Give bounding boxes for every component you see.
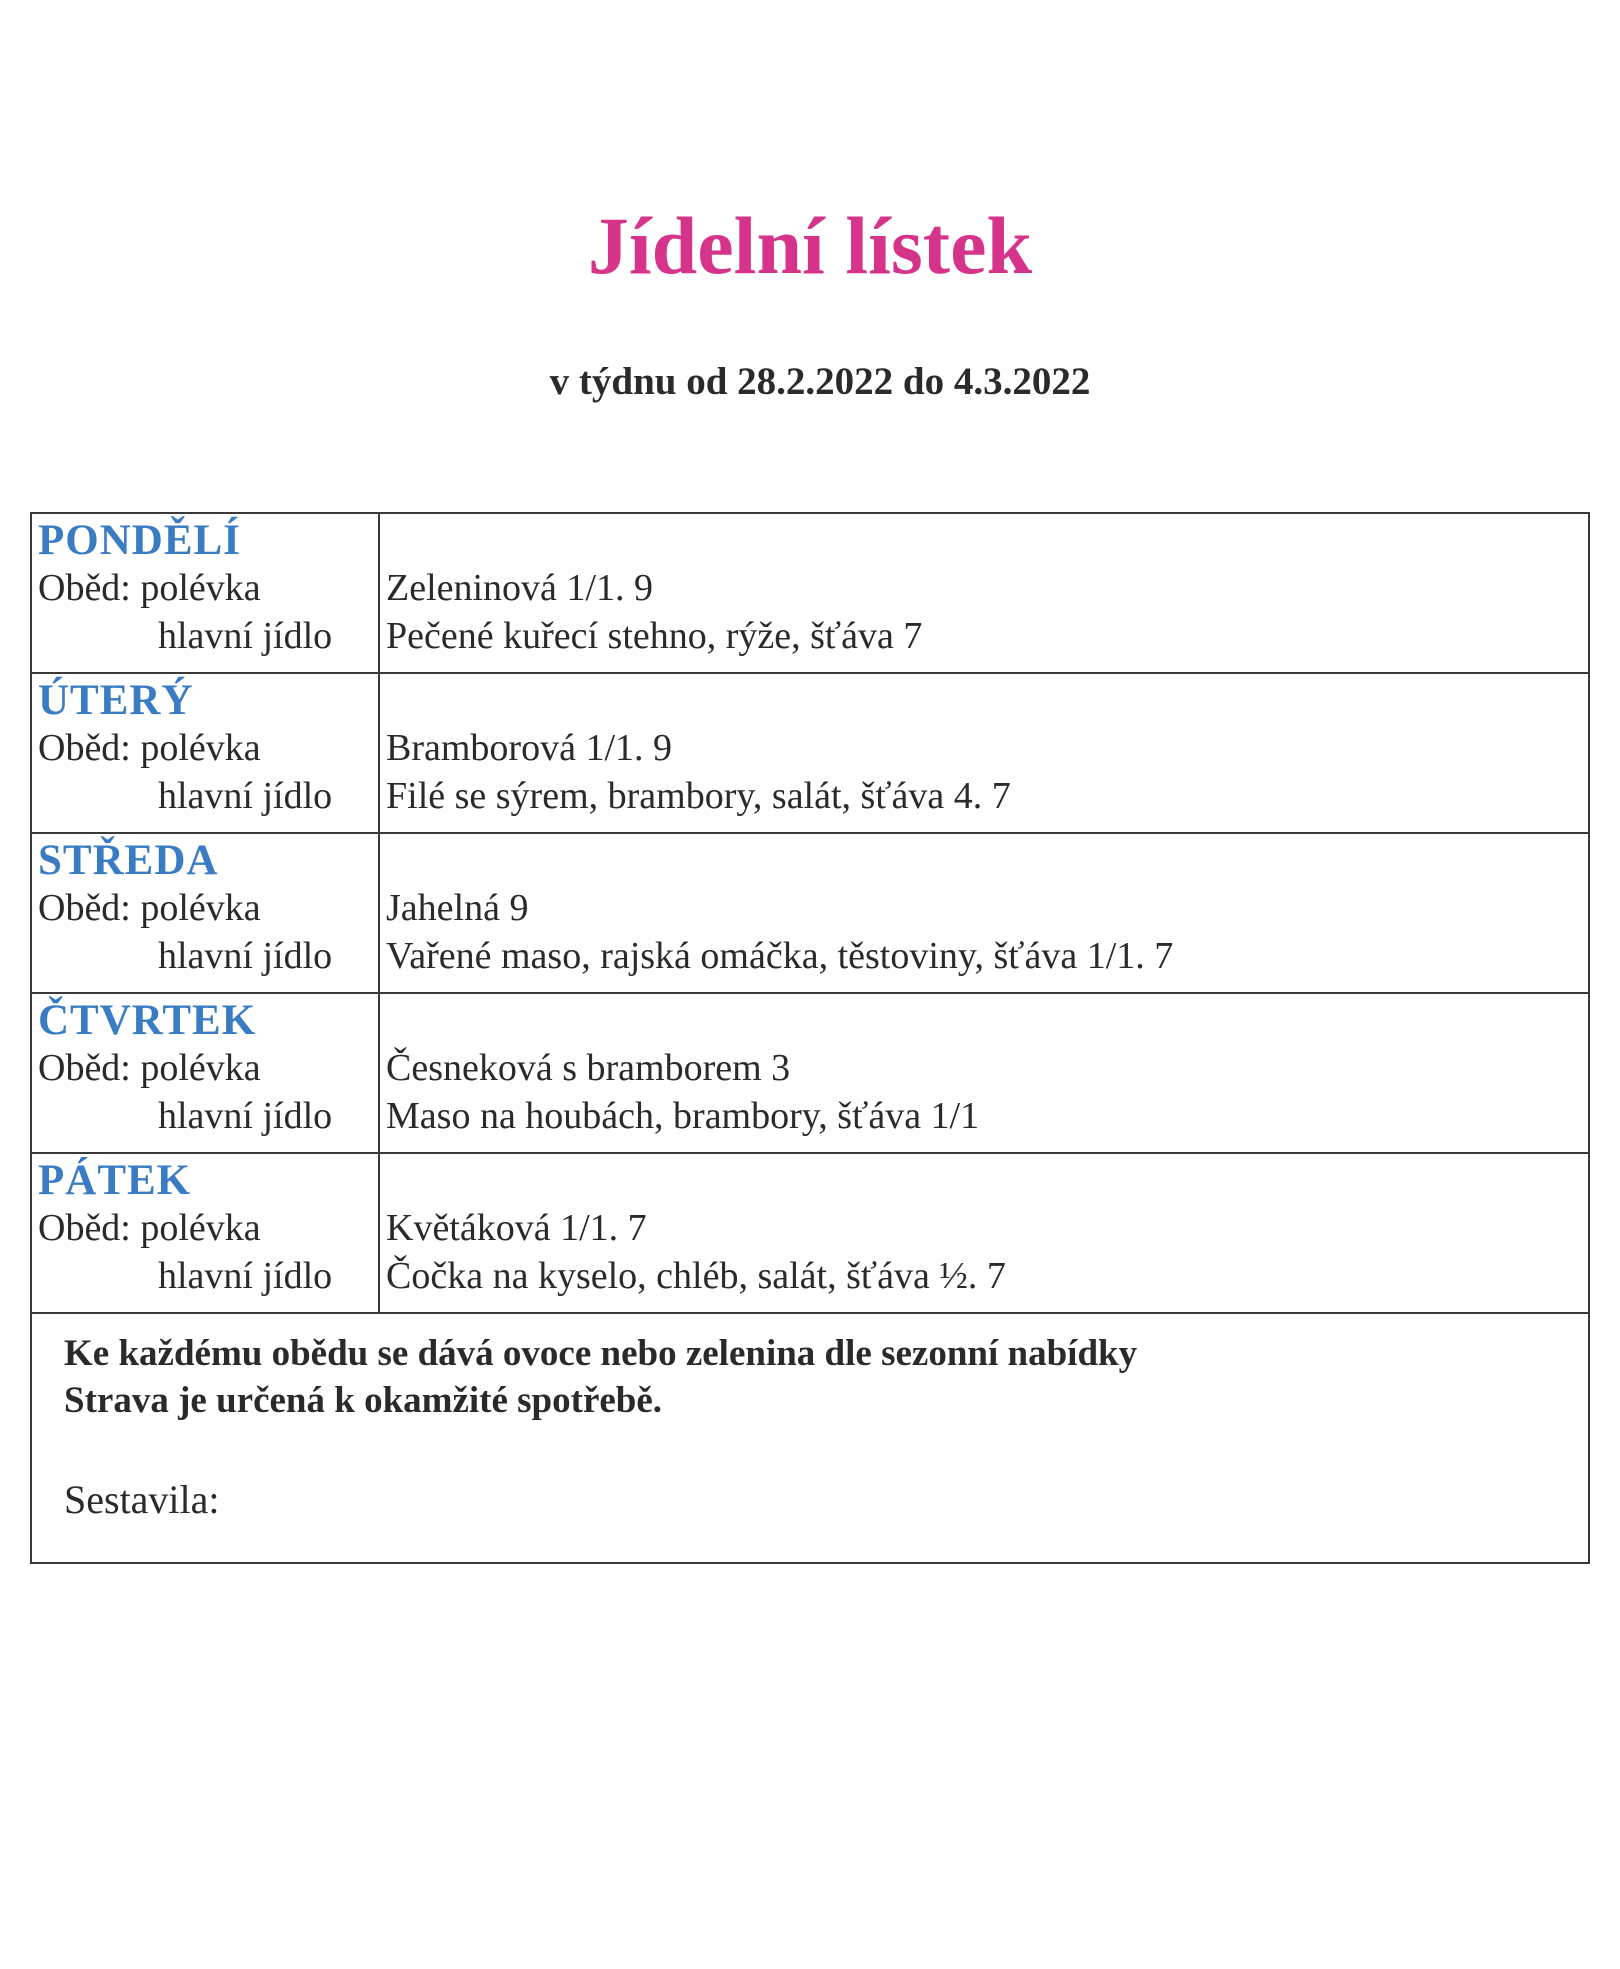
day-labels-cell: [31, 673, 379, 833]
day-row-monday: [31, 513, 1589, 673]
soup-dish: Česneková s bramborem 3: [386, 1047, 791, 1089]
day-dishes-cell: [379, 673, 1589, 833]
day-dishes-cell: [379, 513, 1589, 673]
day-dishes-cell: [379, 833, 1589, 993]
day-labels-cell: [31, 1153, 379, 1313]
main-dish: Filé se sýrem, brambory, salát, šťáva 4. 7: [386, 775, 1011, 817]
main-dish-label: hlavní jídlo: [158, 775, 333, 817]
main-dish: Vařené maso, rajská omáčka, těstoviny, šťáva 1/1. 7: [386, 935, 1174, 977]
menu-table: [30, 512, 1590, 1564]
day-labels-cell: [31, 833, 379, 993]
main-dish-label: hlavní jídlo: [158, 615, 333, 657]
day-row-wednesday: [31, 833, 1589, 993]
footer-cell: [31, 1313, 1589, 1563]
day-row-tuesday: [31, 673, 1589, 833]
day-name: PONDĚLÍ: [38, 517, 241, 564]
main-dish-label: hlavní jídlo: [158, 1255, 333, 1297]
day-name: STŘEDA: [38, 837, 219, 884]
day-labels-cell: [31, 513, 379, 673]
fruit-note: Ke každému obědu se dává ovoce nebo zelenina dle sezonní nabídky: [64, 1333, 1138, 1374]
main-dish: Pečené kuřecí stehno, rýže, šťáva 7: [386, 615, 923, 657]
soup-dish: Jahelná 9: [386, 887, 529, 929]
day-name: ÚTERÝ: [38, 677, 194, 724]
day-name: ČTVRTEK: [38, 997, 257, 1044]
menu-title: Jídelní lístek: [587, 200, 1033, 291]
soup-label: Oběd: polévka: [38, 1207, 261, 1249]
day-dishes-cell: [379, 993, 1589, 1153]
footer-row: [31, 1313, 1589, 1563]
day-dishes-cell: [379, 1153, 1589, 1313]
main-dish-label: hlavní jídlo: [158, 1095, 333, 1137]
day-row-thursday: [31, 993, 1589, 1153]
soup-dish: Zeleninová 1/1. 9: [386, 567, 653, 609]
composer-label: Sestavila:: [64, 1477, 220, 1522]
main-dish-label: hlavní jídlo: [158, 935, 333, 977]
day-row-friday: [31, 1153, 1589, 1313]
day-name: PÁTEK: [38, 1157, 192, 1204]
soup-dish: Bramborová 1/1. 9: [386, 727, 673, 769]
consumption-note: Strava je určená k okamžité spotřebě.: [64, 1380, 663, 1421]
day-labels-cell: [31, 993, 379, 1153]
soup-label: Oběd: polévka: [38, 1047, 261, 1089]
soup-label: Oběd: polévka: [38, 727, 261, 769]
soup-label: Oběd: polévka: [38, 887, 261, 929]
main-dish: Maso na houbách, brambory, šťáva 1/1: [386, 1095, 980, 1137]
soup-dish: Květáková 1/1. 7: [386, 1207, 647, 1249]
week-range: v týdnu od 28.2.2022 do 4.3.2022: [549, 360, 1091, 403]
main-dish: Čočka na kyselo, chléb, salát, šťáva ½. 7: [386, 1255, 1006, 1297]
soup-label: Oběd: polévka: [38, 567, 261, 609]
